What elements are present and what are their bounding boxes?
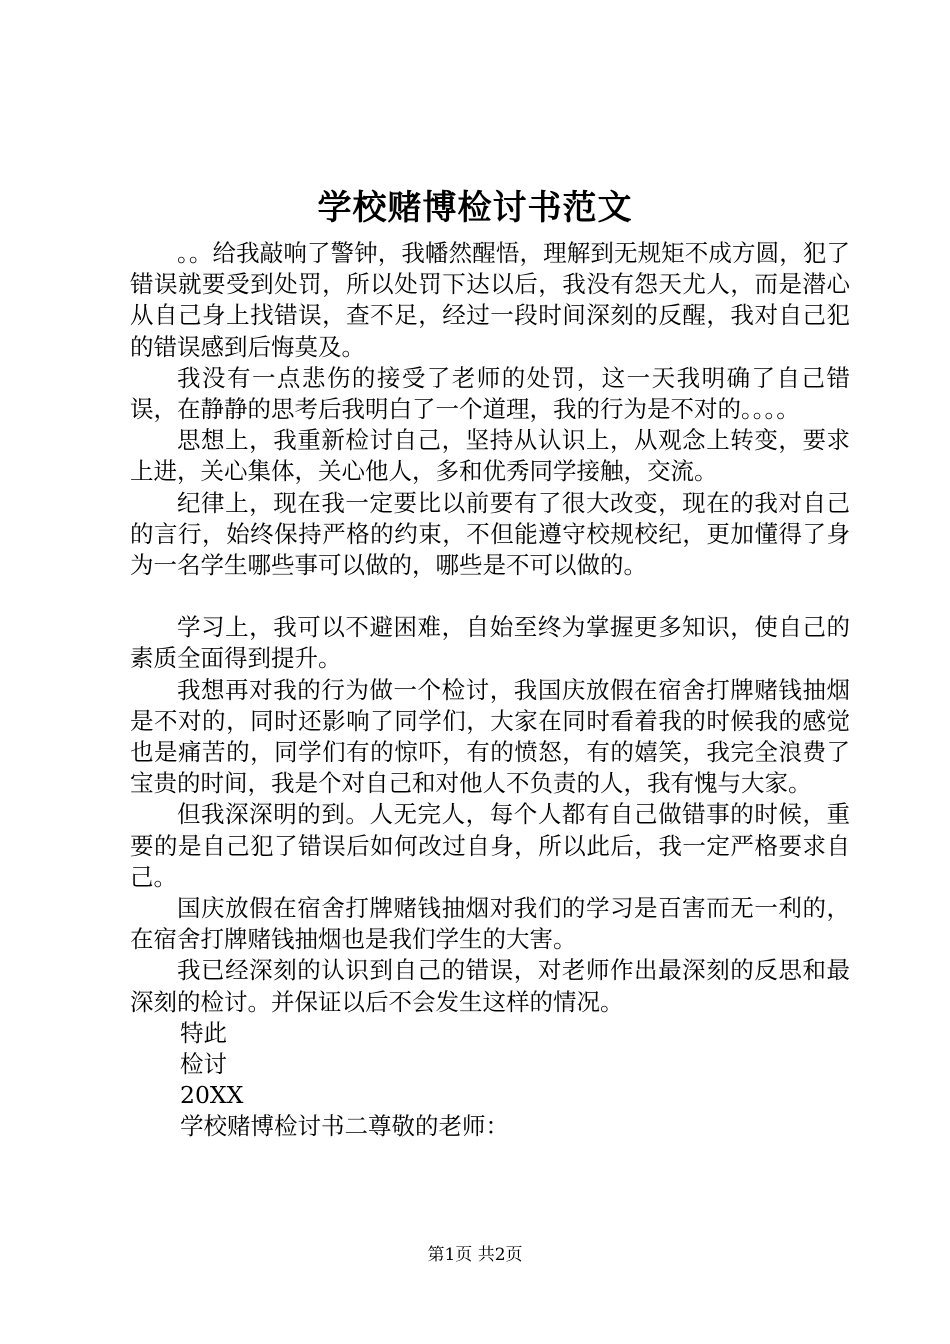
paragraph: 我想再对我的行为做一个检讨，我国庆放假在宿舍打牌赌钱抽烟是不对的，同时还影响了同学们，大家在同时看着我的时候我的感觉也是痛苦的，同学们有的惊吓，有的愤怒，有的嬉笑，我完全浪费了宝贵的时间，我是个对自己和对他人不负责的人，我有愧与大家。 [130,675,850,798]
paragraph: 我没有一点悲伤的接受了老师的处罚，这一天我明确了自己错误，在静静的思考后我明白了一个道理，我的行为是不对的。。。。 [130,363,850,424]
document-title: 学校赌博检讨书范文 [317,188,633,228]
closing-line: 特此 [180,1018,227,1047]
paragraph: 国庆放假在宿舍打牌赌钱抽烟对我们的学习是百害而无一利的，在宿舍打牌赌钱抽烟也是我们学生的大害。 [130,894,850,954]
closing-line: 检讨 [180,1050,227,1079]
paragraph: 纪律上，现在我一定要比以前要有了很大改变，现在的我对自己的言行，始终保持严格的约束，不但能遵守校规校纪，更加懂得了身为一名学生哪些事可以做的，哪些是不可以做的。 [130,488,850,580]
paragraph: 学习上，我可以不避困难，自始至终为掌握更多知识，使自己的素质全面得到提升。 [130,613,850,673]
paragraph: 思想上，我重新检讨自己，坚持从认识上，从观念上转变，要求上进，关心集体，关心他人，多和优秀同学接触，交流。 [130,426,850,486]
paragraph: 我已经深刻的认识到自己的错误，对老师作出最深刻的反思和最深刻的检讨。并保证以后不会发生这样的情况。 [130,956,850,1016]
closing-line: 学校赌博检讨书二尊敬的老师： [180,1112,509,1141]
page-footer: 第1页 共2页 [427,1245,523,1265]
paragraph: 但我深深明的到。人无完人，每个人都有自己做错事的时候，重要的是自己犯了错误后如何改过自身，所以此后，我一定严格要求自己。 [130,800,850,891]
closing-date: 20XX [180,1081,244,1110]
document-body [130,238,850,1143]
paragraph: 。。给我敲响了警钟，我幡然醒悟，理解到无规矩不成方圆，犯了错误就要受到处罚，所以处罚下达以后，我没有怨天尤人，而是潜心从自己身上找错误，查不足，经过一段时间深刻的反醒，我对自己犯的错误感到后悔莫及。 [130,239,850,361]
